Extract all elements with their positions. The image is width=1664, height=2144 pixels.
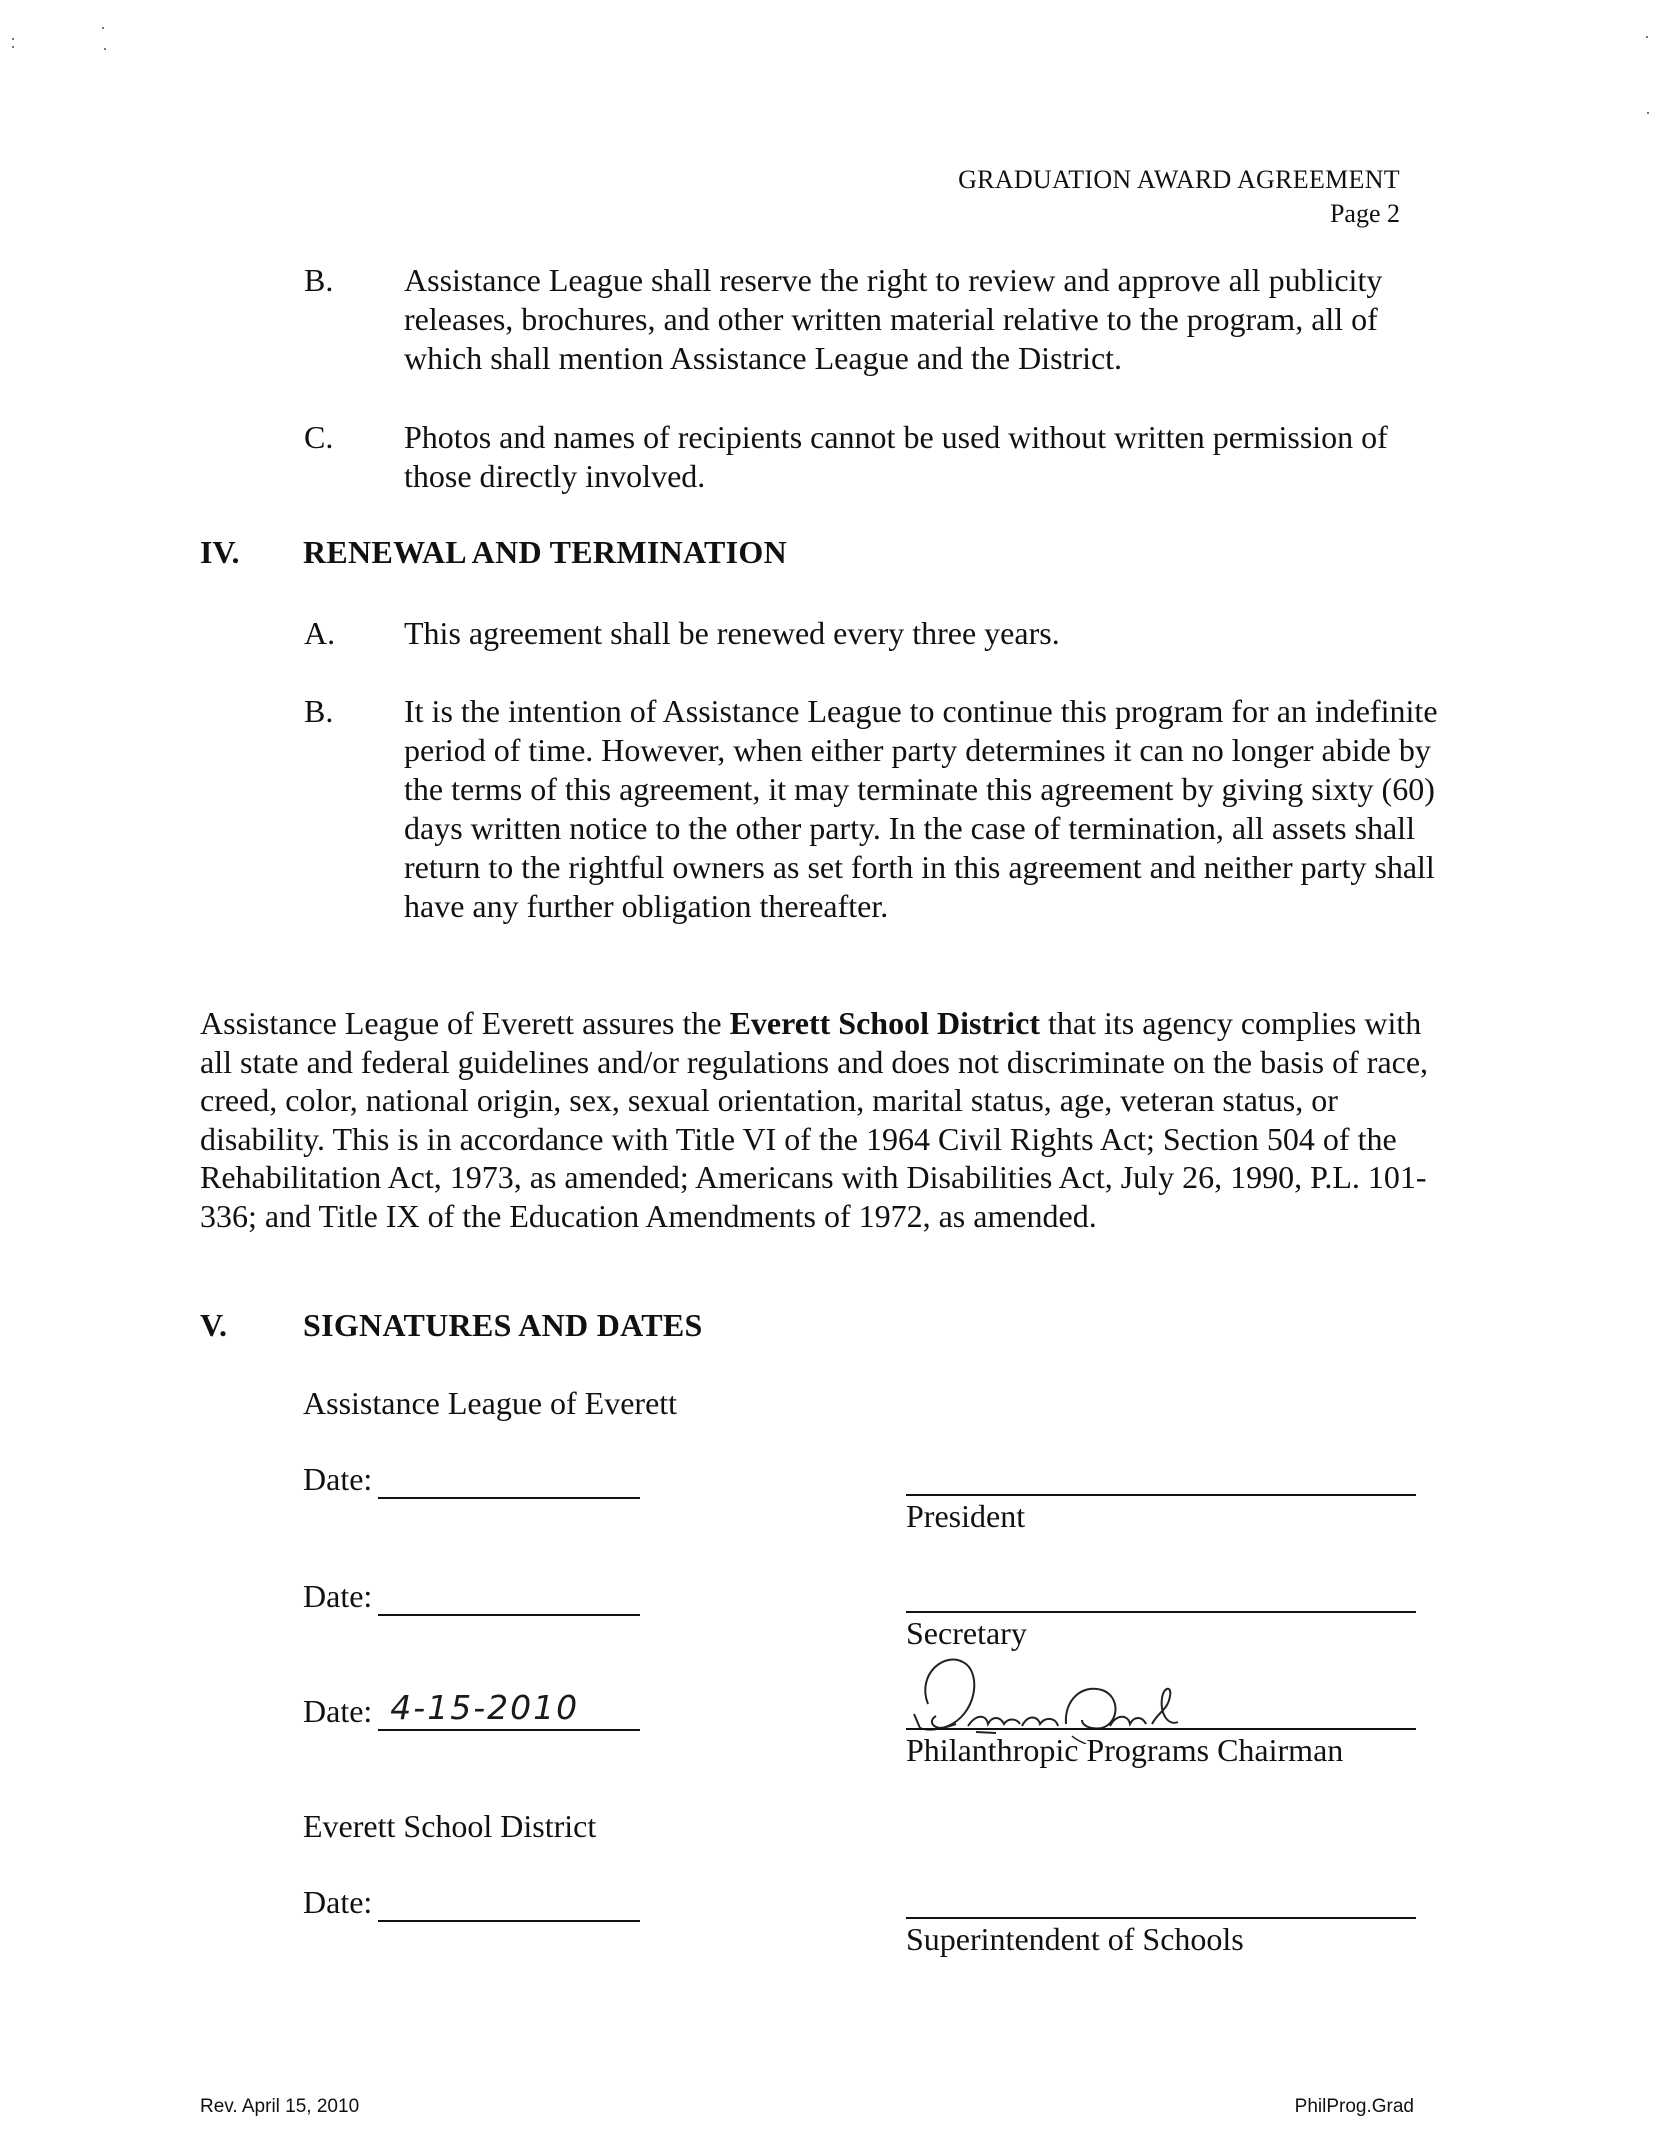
scan-speck (102, 27, 104, 29)
date-label: Date: (303, 1578, 373, 1614)
date-blank-line (378, 1584, 640, 1616)
item-letter: A. (304, 615, 336, 651)
signature-line (906, 1728, 1416, 1730)
signatory-title: Philanthropic Programs Chairman (906, 1732, 1344, 1768)
scan-speck (104, 48, 106, 50)
date-field-president (303, 1460, 640, 1499)
scan-speck (12, 38, 14, 40)
item-letter: C. (304, 419, 334, 455)
section-heading: RENEWAL AND TERMINATION (303, 534, 788, 570)
signature-line (906, 1611, 1416, 1613)
signature-line (906, 1917, 1416, 1919)
date-field-chairman (303, 1688, 640, 1731)
scan-speck (1646, 36, 1648, 38)
document-title: GRADUATION AWARD AGREEMENT (958, 165, 1400, 194)
nondiscrimination-paragraph (200, 1004, 1440, 1235)
item-text-termination: It is the intention of Assistance League to continue this program for an indefinite period of time. However, when either party determines it can no longer abide by the terms of this agreement, it may terminate this agreement by giving sixty (60) days written notice to the other party. In the case of termination, all assets shall return to the rightful owners as set forth in this agreement and neither party shall have any further obligation thereafter. (404, 693, 1438, 924)
handwritten-date: 4-15-2010 (390, 1688, 580, 1727)
item-text-publicity: Assistance League shall reserve the right to review and approve all publicity releases, brochures, and other written material relative to the program, all of which shall mention Assistance League and the District. (404, 262, 1383, 376)
date-label: Date: (303, 1693, 373, 1729)
document-code: PhilProg.Grad (1294, 2096, 1414, 2117)
scan-speck (12, 46, 14, 48)
date-field-secretary (303, 1577, 640, 1616)
scan-speck (1647, 112, 1649, 114)
assurance-text-end: that its agency complies with all state and federal guidelines and/or regulations and does not discriminate on the basis of race, creed, color, national origin, sex, sexual orientation, marital status, age, veteran status, or disability. This is in accordance with Title VI of the 1964 Civil Rights Act; Section 504 of the Rehabilitation Act, 1973, as amended; Americans with Disabilities Act, July 26, 1990, P.L. 101-336; and Title IX of the Education Amendments of 1972, as amended. (200, 1005, 1429, 1234)
organization-name: Assistance League of Everett (303, 1385, 678, 1421)
signatory-title: Superintendent of Schools (906, 1921, 1244, 1957)
signature-line (906, 1494, 1416, 1496)
organization-name: Everett School District (303, 1808, 597, 1844)
revision-date: Rev. April 15, 2010 (200, 2096, 360, 2117)
item-text-photos: Photos and names of recipients cannot be used without written permission of those directly involved. (404, 419, 1388, 494)
page-number: Page 2 (1329, 199, 1400, 228)
item-letter: B. (304, 693, 334, 729)
date-field-superintendent (303, 1883, 640, 1922)
signatory-title: President (906, 1498, 1026, 1534)
section-number: IV. (200, 534, 240, 570)
assurance-text-start: Assistance League of Everett assures the (200, 1005, 730, 1041)
date-label: Date: (303, 1884, 373, 1920)
date-label: Date: (303, 1461, 373, 1497)
item-letter: B. (304, 262, 334, 298)
district-name-bold: Everett School District (729, 1005, 1041, 1041)
date-blank-line (378, 1467, 640, 1499)
date-blank-line (378, 1890, 640, 1922)
section-number: V. (200, 1307, 227, 1343)
section-heading: SIGNATURES AND DATES (303, 1307, 703, 1343)
signatory-title: Secretary (906, 1615, 1027, 1651)
date-blank-line (378, 1688, 640, 1731)
item-text-renewal: This agreement shall be renewed every three years. (404, 615, 1060, 651)
